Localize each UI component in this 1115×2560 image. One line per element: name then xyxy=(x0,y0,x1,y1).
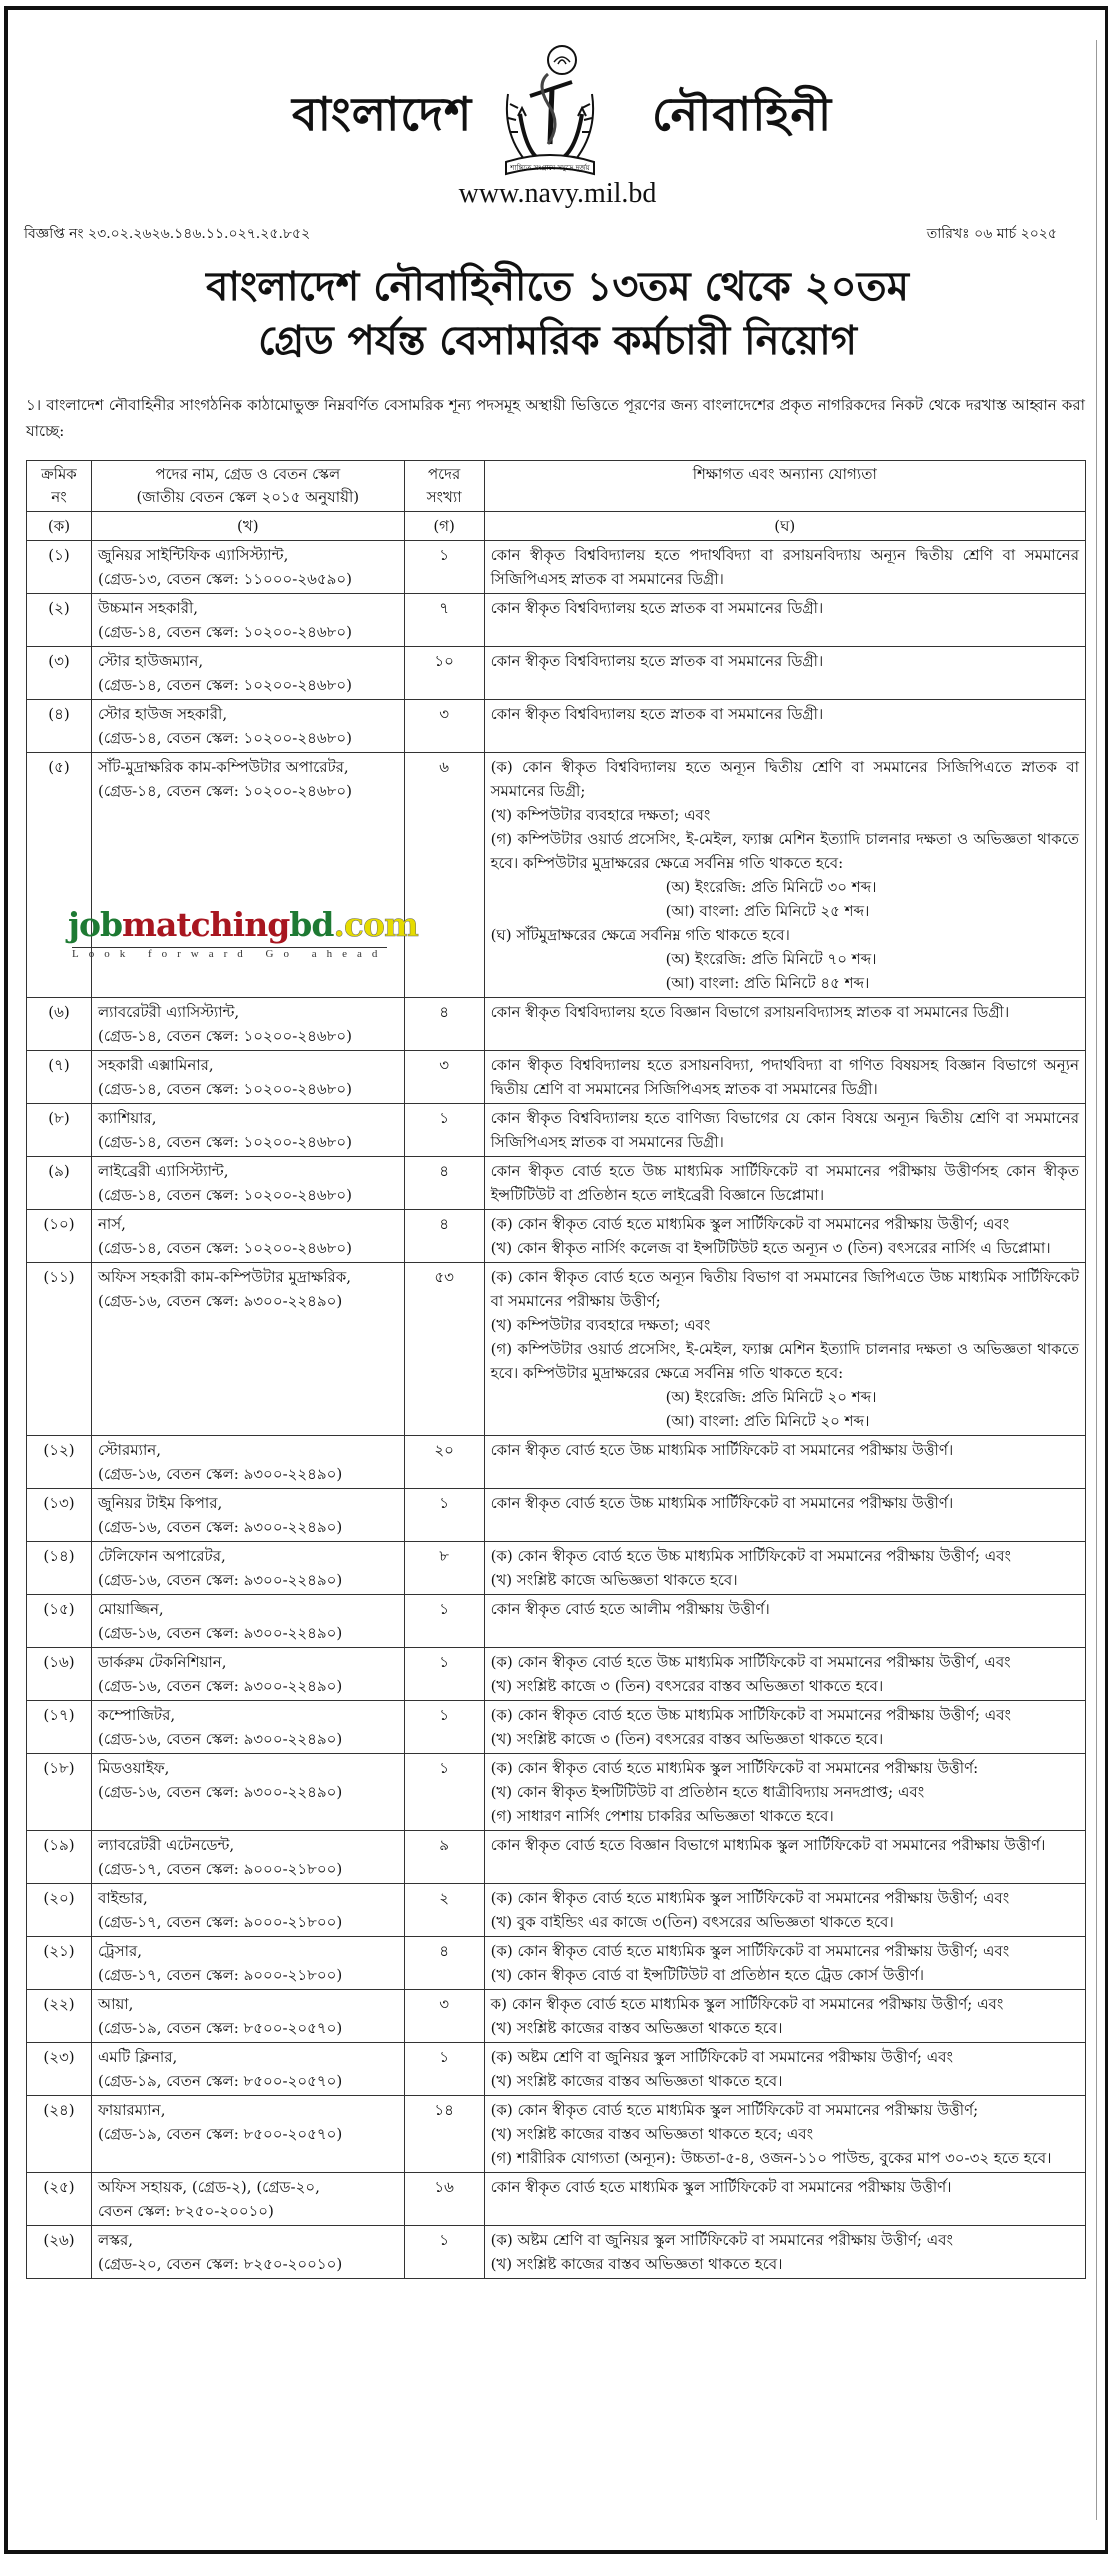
post-count: ১০ xyxy=(404,647,484,700)
post-name: স্টোরম্যান, xyxy=(97,1441,162,1459)
qualification-line: কোন স্বীকৃত বোর্ড হতে উচ্চ মাধ্যমিক সার্টিফিকেট বা সমমানের পরীক্ষায় উত্তীর্ণসহ কোন স্বীকৃত ইন্সটিটিউট বা প্রতিষ্ঠান হতে লাইব্রেরী বিজ্ঞানে ডিপ্লোমা। xyxy=(490,1162,1079,1204)
qualification-line: (আ) বাংলা: প্রতি মিনিটে ২০ শব্দ। xyxy=(665,1412,870,1430)
table-row xyxy=(27,1754,1086,1831)
serial-cell: (২৬) xyxy=(27,2226,92,2279)
serial-cell: (১৯) xyxy=(27,1831,92,1884)
col-label: (ঘ) xyxy=(484,512,1085,541)
title-line-1: বাংলাদেশ নৌবাহিনীতে ১৩তম থেকে ২০তম xyxy=(206,263,909,310)
table-row xyxy=(27,1489,1086,1542)
qualification-line: কোন স্বীকৃত বোর্ড হতে উচ্চ মাধ্যমিক সার্টিফিকেট বা সমমানের পরীক্ষায় উত্তীর্ণ। xyxy=(490,1494,954,1512)
post-count: ১ xyxy=(404,2226,484,2279)
qualification-line: (ক) কোন স্বীকৃত বোর্ড হতে উচ্চ মাধ্যমিক সার্টিফিকেট বা সমমানের পরীক্ষায় উত্তীর্ণ, এবং xyxy=(490,1653,1011,1671)
masthead xyxy=(0,20,1115,180)
qualification-line: (আ) বাংলা: প্রতি মিনিটে ২৫ শব্দ। xyxy=(665,902,870,920)
serial-cell: (১১) xyxy=(27,1263,92,1436)
post-cell xyxy=(91,541,404,594)
qualification-cell xyxy=(484,2043,1085,2096)
post-grade-scale: (গ্রেড-১৪, বেতন স্কেল: ১০২০০-২৪৬৮০) xyxy=(97,782,352,800)
qualification-line: (খ) কম্পিউটার ব্যবহারে দক্ষতা; এবং xyxy=(490,1316,711,1334)
post-count: ২০ xyxy=(404,1436,484,1489)
qualification-line: (খ) বুক বাইন্ডিং এর কাজে ৩(তিন) বৎসরের অভিজ্ঞতা থাকতে হবে। xyxy=(490,1913,894,1931)
qualification-cell xyxy=(484,2173,1085,2226)
post-cell xyxy=(91,1436,404,1489)
post-grade-scale: (গ্রেড-১৪, বেতন স্কেল: ১০২০০-২৪৬৮০) xyxy=(97,1027,352,1045)
post-name: অফিস সহায়ক, (গ্রেড-২), (গ্রেড-২০, xyxy=(97,2178,320,2196)
qualification-line: কোন স্বীকৃত বিশ্ববিদ্যালয় হতে বিজ্ঞান বিভাগে রসায়নবিদ্যাসহ স্নাতক বা সমমানের ডিগ্রী। xyxy=(490,1003,1010,1021)
post-cell xyxy=(91,1648,404,1701)
website-url[interactable]: www.navy.mil.bd xyxy=(458,178,657,209)
table-row xyxy=(27,1436,1086,1489)
serial-cell: (২২) xyxy=(27,1990,92,2043)
post-name: বাইন্ডার, xyxy=(97,1889,148,1907)
post-name: টেলিফোন অপারেটর, xyxy=(97,1547,226,1565)
qualification-line: (গ) সাধারণ নার্সিং পেশায় চাকরির অভিজ্ঞতা থাকতে হবে। xyxy=(490,1807,834,1825)
post-grade-scale: (গ্রেড-২০, বেতন স্কেল: ৮২৫০-২০০১০) xyxy=(97,2255,343,2273)
post-name: জুনিয়র সাইন্টিফিক এ্যাসিস্ট্যান্ট, xyxy=(97,546,289,564)
qualification-line: (ক) অষ্টম শ্রেণি বা জুনিয়র স্কুল সার্টিফিকেট বা সমমানের পরীক্ষায় উত্তীর্ণ; এবং xyxy=(490,2048,953,2066)
notice-date: তারিখঃ ০৬ মার্চ ২০২৫ xyxy=(926,226,1057,242)
post-cell xyxy=(91,647,404,700)
post-grade-scale: বেতন স্কেল: ৮২৫০-২০০১০) xyxy=(97,2202,274,2220)
post-grade-scale: (গ্রেড-১৭, বেতন স্কেল: ৯০০০-২১৮০০) xyxy=(97,1966,343,1984)
serial-cell: (১০) xyxy=(27,1210,92,1263)
serial-cell: (২৪) xyxy=(27,2096,92,2173)
qualification-line: (গ) কম্পিউটার ওয়ার্ড প্রসেসিং, ই-মেইল, ফ্যাক্স মেশিন ইত্যাদি চালনার দক্ষতা ও অভিজ্ঞতা থাকতে হবে। কম্পিউটার মুদ্রাক্ষরের ক্ষেত্রে সর্বনিম্ন গতি থাকতে হবে: xyxy=(490,830,1079,872)
qualification-line: (খ) সংশ্লিষ্ট কাজে ৩ (তিন) বৎসরের বাস্তব অভিজ্ঞতা থাকতে হবে। xyxy=(490,1730,884,1748)
post-cell xyxy=(91,1990,404,2043)
qualification-line: (ক) কোন স্বীকৃত বোর্ড হতে অন্যূন দ্বিতীয় বিভাগ বা সমমানের জিপিএতে উচ্চ মাধ্যমিক সার্টিফিকেট বা সমমানের পরীক্ষায় উত্তীর্ণ; xyxy=(490,1268,1079,1310)
post-count: ১ xyxy=(404,1595,484,1648)
post-name: ফায়ারম্যান, xyxy=(97,2101,166,2119)
post-count: ১ xyxy=(404,1754,484,1831)
qualification-line: (খ) কম্পিউটার ব্যবহারে দক্ষতা; এবং xyxy=(490,806,711,824)
post-count: ১ xyxy=(404,1701,484,1754)
post-grade-scale: (গ্রেড-১৬, বেতন স্কেল: ৯৩০০-২২৪৯০) xyxy=(97,1518,343,1536)
qualification-cell xyxy=(484,753,1085,998)
qualification-line: (ক) অষ্টম শ্রেণি বা জুনিয়র স্কুল সার্টিফিকেট বা সমমানের পরীক্ষায় উত্তীর্ণ; এবং xyxy=(490,2231,953,2249)
post-grade-scale: (গ্রেড-১৩, বেতন স্কেল: ১১০০০-২৬৫৯০) xyxy=(97,570,352,588)
post-count: ১৬ xyxy=(404,2173,484,2226)
post-count: ৪ xyxy=(404,1157,484,1210)
post-cell xyxy=(91,1595,404,1648)
qualification-cell xyxy=(484,1648,1085,1701)
qualification-cell xyxy=(484,1542,1085,1595)
vacancy-table xyxy=(26,460,1086,2279)
qualification-line: কোন স্বীকৃত বিশ্ববিদ্যালয় হতে স্নাতক বা সমমানের ডিগ্রী। xyxy=(490,705,824,723)
post-cell xyxy=(91,998,404,1051)
post-count: ৩ xyxy=(404,1990,484,2043)
post-grade-scale: (গ্রেড-১৬, বেতন স্কেল: ৯৩০০-২২৪৯০) xyxy=(97,1677,343,1695)
post-cell xyxy=(91,1489,404,1542)
header-post: পদের নাম, গ্রেড ও বেতন স্কেল (জাতীয় বেতন স্কেল ২০১৫ অনুযায়ী) xyxy=(91,461,404,512)
serial-cell: (২১) xyxy=(27,1937,92,1990)
post-count: ১ xyxy=(404,1648,484,1701)
post-grade-scale: (গ্রেড-১৬, বেতন স্কেল: ৯৩০০-২২৪৯০) xyxy=(97,1465,343,1483)
post-name: অফিস সহকারী কাম-কম্পিউটার মুদ্রাক্ষরিক, xyxy=(97,1268,352,1286)
qualification-line: (গ) শারীরিক যোগ্যতা (অন্যূন): উচ্চতা-৫-৪, ওজন-১১০ পাউন্ড, বুকের মাপ ৩০-৩২ হতে হবে। xyxy=(490,2149,1052,2167)
post-name: কম্পোজিটর, xyxy=(97,1706,176,1724)
post-grade-scale: (গ্রেড-১৬, বেতন স্কেল: ৯৩০০-২২৪৯০) xyxy=(97,1624,343,1642)
table-row xyxy=(27,594,1086,647)
qualification-line: (ক) কোন স্বীকৃত বোর্ড হতে মাধ্যমিক স্কুল সার্টিফিকেট বা সমমানের পরীক্ষায় উত্তীর্ণ; এবং xyxy=(490,1942,1010,1960)
qualification-cell xyxy=(484,1884,1085,1937)
post-count: ১ xyxy=(404,1489,484,1542)
column-label-row xyxy=(27,512,1086,541)
serial-cell: (১৬) xyxy=(27,1648,92,1701)
post-cell xyxy=(91,2226,404,2279)
navy-anchor-emblem-icon xyxy=(500,34,600,184)
notice-title xyxy=(0,260,1115,368)
qualification-cell xyxy=(484,998,1085,1051)
post-count: ৪ xyxy=(404,998,484,1051)
table-row xyxy=(27,1542,1086,1595)
table-row xyxy=(27,1831,1086,1884)
qualification-cell xyxy=(484,647,1085,700)
qualification-line: কোন স্বীকৃত বিশ্ববিদ্যালয় হতে বাণিজ্য বিভাগের যে কোন বিষয়ে অন্যূন দ্বিতীয় শ্রেণি বা সমমানের সিজিপিএসহ স্নাতক বা সমমানের ডিগ্রী। xyxy=(490,1109,1079,1151)
serial-cell: (২০) xyxy=(27,1884,92,1937)
post-name: আয়া, xyxy=(97,1995,134,2013)
qualification-cell xyxy=(484,1210,1085,1263)
post-grade-scale: (গ্রেড-১৪, বেতন স্কেল: ১০২০০-২৪৬৮০) xyxy=(97,1080,352,1098)
table-row xyxy=(27,2226,1086,2279)
table-row xyxy=(27,1157,1086,1210)
svg-text:শান্তিতে সংগ্রামে সমুদ্রে দুর্: শান্তিতে সংগ্রামে সমুদ্রে দুর্জয় xyxy=(510,164,590,172)
table-row xyxy=(27,1104,1086,1157)
qualification-line: (অ) ইংরেজি: প্রতি মিনিটে ২০ শব্দ। xyxy=(665,1388,877,1406)
post-cell xyxy=(91,594,404,647)
post-grade-scale: (গ্রেড-১৬, বেতন স্কেল: ৯৩০০-২২৪৯০) xyxy=(97,1292,343,1310)
post-count: ১ xyxy=(404,1104,484,1157)
vacancy-rows xyxy=(27,541,1086,2279)
serial-cell: (৬) xyxy=(27,998,92,1051)
reference-line xyxy=(24,222,1057,246)
post-name: নার্স, xyxy=(97,1215,126,1233)
qualification-line: (খ) সংশ্লিষ্ট কাজে অভিজ্ঞতা থাকতে হবে। xyxy=(490,1571,738,1589)
qualification-cell xyxy=(484,594,1085,647)
serial-cell: (২৩) xyxy=(27,2043,92,2096)
table-header-row xyxy=(27,461,1086,512)
post-count: ৩ xyxy=(404,700,484,753)
post-name: ল্যাবরেটরী এ্যাসিস্ট্যান্ট, xyxy=(97,1003,240,1021)
serial-cell: (২৫) xyxy=(27,2173,92,2226)
table-row xyxy=(27,2173,1086,2226)
post-name: উচ্চমান সহকারী, xyxy=(97,599,199,617)
post-count: ৩ xyxy=(404,1051,484,1104)
org-name-right: নৌবাহিনী xyxy=(652,87,833,141)
post-count: ১ xyxy=(404,2043,484,2096)
post-grade-scale: (গ্রেড-১৪, বেতন স্কেল: ১০২০০-২৪৬৮০) xyxy=(97,1239,352,1257)
post-cell xyxy=(91,1157,404,1210)
col-label: (ক) xyxy=(27,512,92,541)
qualification-line: (খ) সংশ্লিষ্ট কাজের বাস্তব অভিজ্ঞতা থাকতে হবে; এবং xyxy=(490,2125,814,2143)
post-cell xyxy=(91,1754,404,1831)
post-cell xyxy=(91,700,404,753)
serial-cell: (১) xyxy=(27,541,92,594)
qualification-line: (খ) সংশ্লিষ্ট কাজে ৩ (তিন) বৎসরের বাস্তব অভিজ্ঞতা থাকতে হবে। xyxy=(490,1677,884,1695)
col-label: (গ) xyxy=(404,512,484,541)
post-grade-scale: (গ্রেড-১৪, বেতন স্কেল: ১০২০০-২৪৬৮০) xyxy=(97,1133,352,1151)
watermark-tagline: Look forward Go ahead xyxy=(72,948,388,960)
post-count: ৯ xyxy=(404,1831,484,1884)
post-name: স্টোর হাউজম্যান, xyxy=(97,652,204,670)
serial-cell: (৮) xyxy=(27,1104,92,1157)
serial-cell: (১৪) xyxy=(27,1542,92,1595)
post-grade-scale: (গ্রেড-১৪, বেতন স্কেল: ১০২০০-২৪৬৮০) xyxy=(97,1186,352,1204)
post-grade-scale: (গ্রেড-১৪, বেতন স্কেল: ১০২০০-২৪৬৮০) xyxy=(97,676,352,694)
post-count: ১৪ xyxy=(404,2096,484,2173)
post-cell xyxy=(91,1104,404,1157)
post-cell xyxy=(91,1263,404,1436)
post-count: ৫৩ xyxy=(404,1263,484,1436)
post-name: সহকারী এক্সামিনার, xyxy=(97,1056,214,1074)
table-row xyxy=(27,1263,1086,1436)
table-row xyxy=(27,2096,1086,2173)
post-grade-scale: (গ্রেড-১৯, বেতন স্কেল: ৮৫০০-২০৫৭০) xyxy=(97,2019,343,2037)
serial-cell: (১৮) xyxy=(27,1754,92,1831)
post-name: ক্যাশিয়ার, xyxy=(97,1109,157,1127)
post-count: ২ xyxy=(404,1884,484,1937)
post-grade-scale: (গ্রেড-১৪, বেতন স্কেল: ১০২০০-২৪৬৮০) xyxy=(97,729,352,747)
qualification-cell xyxy=(484,1051,1085,1104)
table-row xyxy=(27,1884,1086,1937)
qualification-line: (ক) কোন স্বীকৃত বোর্ড হতে মাধ্যমিক স্কুল সার্টিফিকেট বা সমমানের পরীক্ষায় উত্তীর্ণ: xyxy=(490,1759,979,1777)
post-name: স্টোর হাউজ সহকারী, xyxy=(97,705,228,723)
qualification-cell xyxy=(484,1489,1085,1542)
qualification-line: কোন স্বীকৃত বোর্ড হতে উচ্চ মাধ্যমিক সার্টিফিকেট বা সমমানের পরীক্ষায় উত্তীর্ণ। xyxy=(490,1441,954,1459)
post-cell xyxy=(91,2096,404,2173)
table-row xyxy=(27,1051,1086,1104)
serial-cell: (৩) xyxy=(27,647,92,700)
post-cell xyxy=(91,1542,404,1595)
post-cell xyxy=(91,2043,404,2096)
post-grade-scale: (গ্রেড-১৬, বেতন স্কেল: ৯৩০০-২২৪৯০) xyxy=(97,1730,343,1748)
qualification-cell xyxy=(484,1595,1085,1648)
serial-cell: (৭) xyxy=(27,1051,92,1104)
qualification-cell xyxy=(484,541,1085,594)
table-row xyxy=(27,1210,1086,1263)
qualification-line: (ঘ) সাঁটমুদ্রাক্ষরের ক্ষেত্রে সর্বনিম্ন গতি থাকতে হবে। xyxy=(490,926,790,944)
post-grade-scale: (গ্রেড-১৭, বেতন স্কেল: ৯০০০-২১৮০০) xyxy=(97,1860,343,1878)
qualification-line: (খ) কোন স্বীকৃত নার্সিং কলেজ বা ইন্সটিটিউট হতে অন্যূন ৩ (তিন) বৎসরের নার্সিং এ ডিপ্লোমা। xyxy=(490,1239,1051,1257)
qualification-cell xyxy=(484,1990,1085,2043)
qualification-line: (খ) সংশ্লিষ্ট কাজের বাস্তব অভিজ্ঞতা থাকতে হবে। xyxy=(490,2019,783,2037)
post-count: ১ xyxy=(404,541,484,594)
notice-number: বিজ্ঞপ্তি নং ২৩.০২.২৬২৬.১৪৬.১১.০২৭.২৫.৮৫২ xyxy=(24,226,311,242)
post-grade-scale: (গ্রেড-১৯, বেতন স্কেল: ৮৫০০-২০৫৭০) xyxy=(97,2125,343,2143)
serial-cell: (১৩) xyxy=(27,1489,92,1542)
col-label: (খ) xyxy=(91,512,404,541)
post-count: ৬ xyxy=(404,753,484,998)
serial-cell: (৪) xyxy=(27,700,92,753)
post-name: জুনিয়র টাইম কিপার, xyxy=(97,1494,223,1512)
table-row xyxy=(27,647,1086,700)
qualification-line: (ক) কোন স্বীকৃত বোর্ড হতে মাধ্যমিক স্কুল সার্টিফিকেট বা সমমানের পরীক্ষায় উত্তীর্ণ; এবং xyxy=(490,1889,1010,1907)
post-cell xyxy=(91,1937,404,1990)
post-name: সাঁট-মুদ্রাক্ষরিক কাম-কম্পিউটার অপারেটর, xyxy=(97,758,349,776)
post-grade-scale: (গ্রেড-১৬, বেতন স্কেল: ৯৩০০-২২৪৯০) xyxy=(97,1783,343,1801)
post-name: লাইব্রেরী এ্যাসিস্ট্যান্ট, xyxy=(97,1162,229,1180)
post-name: ল্যাবরেটরী এটেনডেন্ট, xyxy=(97,1836,235,1854)
post-count: ৪ xyxy=(404,1210,484,1263)
qualification-line: কোন স্বীকৃত বোর্ড হতে বিজ্ঞান বিভাগে মাধ্যমিক স্কুল সার্টিফিকেট বা সমমানের পরীক্ষায় উত্তীর্ণ। xyxy=(490,1836,1046,1854)
post-count: ৭ xyxy=(404,594,484,647)
qualification-line: (ক) কোন স্বীকৃত বোর্ড হতে মাধ্যমিক স্কুল সার্টিফিকেট বা সমমানের পরীক্ষায় উত্তীর্ণ; এবং xyxy=(490,1215,1010,1233)
header-serial: ক্রমিক নং xyxy=(27,461,92,512)
qualification-line: (খ) কোন স্বীকৃত ইন্সটিটিউট বা প্রতিষ্ঠান হতে ধাত্রীবিদ্যায় সনদপ্রাপ্ত; এবং xyxy=(490,1783,925,1801)
qualification-cell xyxy=(484,2096,1085,2173)
qualification-line: কোন স্বীকৃত বিশ্ববিদ্যালয় হতে স্নাতক বা সমমানের ডিগ্রী। xyxy=(490,599,824,617)
post-count: ৪ xyxy=(404,1937,484,1990)
qualification-line: (ক) কোন স্বীকৃত বিশ্ববিদ্যালয় হতে অন্যূন দ্বিতীয় শ্রেণি বা সমমানের সিজিপিএতে স্নাতক বা সমমানের ডিগ্রী; xyxy=(490,758,1079,800)
post-cell xyxy=(91,1051,404,1104)
serial-cell: (১৭) xyxy=(27,1701,92,1754)
qualification-line: কোন স্বীকৃত বিশ্ববিদ্যালয় হতে স্নাতক বা সমমানের ডিগ্রী। xyxy=(490,652,824,670)
serial-cell: (১৫) xyxy=(27,1595,92,1648)
qualification-line: (ক) কোন স্বীকৃত বোর্ড হতে মাধ্যমিক স্কুল সার্টিফিকেট বা সমমানের পরীক্ষায় উত্তীর্ণ; xyxy=(490,2101,979,2119)
table-row xyxy=(27,998,1086,1051)
qualification-line: কোন স্বীকৃত বিশ্ববিদ্যালয় হতে পদার্থবিদ্যা বা রসায়নবিদ্যায় অন্যূন দ্বিতীয় শ্রেণি বা সমমানের সিজিপিএসহ স্নাতক বা সমমানের ডিগ্রী। xyxy=(490,546,1079,588)
frame-rule xyxy=(1096,40,1097,2520)
intro-paragraph: ১। বাংলাদেশ নৌবাহিনীর সাংগঠনিক কাঠামোভুক্ত নিম্নবর্ণিত বেসামরিক শূন্য পদসমূহ অস্থায়ী ভিত্তিতে পূরণের জন্য বাংলাদেশের প্রকৃত নাগরিকদের নিকট থেকে দরখাস্ত আহ্বান করা যাচ্ছে: xyxy=(26,396,1085,440)
table-row xyxy=(27,700,1086,753)
qualification-line: (ক) কোন স্বীকৃত বোর্ড হতে উচ্চ মাধ্যমিক সার্টিফিকেট বা সমমানের পরীক্ষায় উত্তীর্ণ; এবং xyxy=(490,1547,1011,1565)
post-count: ৮ xyxy=(404,1542,484,1595)
header-count: পদের সংখ্যা xyxy=(404,461,484,512)
header-qualification: শিক্ষাগত এবং অন্যান্য যোগ্যতা xyxy=(484,461,1085,512)
post-name: ডার্করুম টেকনিশিয়ান, xyxy=(97,1653,227,1671)
serial-cell: (২) xyxy=(27,594,92,647)
post-cell xyxy=(91,1884,404,1937)
table-row xyxy=(27,1595,1086,1648)
post-grade-scale: (গ্রেড-১৯, বেতন স্কেল: ৮৫০০-২০৫৭০) xyxy=(97,2072,343,2090)
serial-cell: (১২) xyxy=(27,1436,92,1489)
post-grade-scale: (গ্রেড-১৬, বেতন স্কেল: ৯৩০০-২২৪৯০) xyxy=(97,1571,343,1589)
qualification-line: (খ) সংশ্লিষ্ট কাজের বাস্তব অভিজ্ঞতা থাকতে হবে। xyxy=(490,2255,783,2273)
qualification-line: (অ) ইংরেজি: প্রতি মিনিটে ৭০ শব্দ। xyxy=(665,950,877,968)
post-name: ট্রেসার, xyxy=(97,1942,142,1960)
qualification-line: (ক) কোন স্বীকৃত বোর্ড হতে উচ্চ মাধ্যমিক সার্টিফিকেট বা সমমানের পরীক্ষায় উত্তীর্ণ; এবং xyxy=(490,1706,1011,1724)
serial-cell: (৫) xyxy=(27,753,92,998)
post-cell xyxy=(91,1210,404,1263)
qualification-cell xyxy=(484,1104,1085,1157)
table-row xyxy=(27,2043,1086,2096)
qualification-cell xyxy=(484,1263,1085,1436)
qualification-line: কোন স্বীকৃত বিশ্ববিদ্যালয় হতে রসায়নবিদ্যা, পদার্থবিদ্যা বা গণিত বিষয়সহ বিজ্ঞান বিভাগে অন্যূন দ্বিতীয় শ্রেণি বা সমমানের সিজিপিএসহ স্নাতক বা সমমানের ডিগ্রী। xyxy=(490,1056,1079,1098)
post-grade-scale: (গ্রেড-১৪, বেতন স্কেল: ১০২০০-২৪৬৮০) xyxy=(97,623,352,641)
qualification-line: (আ) বাংলা: প্রতি মিনিটে ৪৫ শব্দ। xyxy=(665,974,870,992)
watermark-logo: jobmatchingbd.com Look forward Go ahead xyxy=(68,905,418,960)
post-name: লস্কর, xyxy=(97,2231,133,2249)
qualification-line: (অ) ইংরেজি: প্রতি মিনিটে ৩০ শব্দ। xyxy=(665,878,877,896)
qualification-cell xyxy=(484,2226,1085,2279)
qualification-line: (খ) সংশ্লিষ্ট কাজের বাস্তব অভিজ্ঞতা থাকতে হবে। xyxy=(490,2072,783,2090)
title-line-2: গ্রেড পর্যন্ত বেসামরিক কর্মচারী নিয়োগ xyxy=(258,317,857,364)
table-row xyxy=(27,1937,1086,1990)
post-name: মোয়াজ্জিন, xyxy=(97,1600,164,1618)
qualification-cell xyxy=(484,1436,1085,1489)
qualification-line: কোন স্বীকৃত বোর্ড হতে আলীম পরীক্ষায় উত্তীর্ণ। xyxy=(490,1600,770,1618)
table-row xyxy=(27,1648,1086,1701)
qualification-cell xyxy=(484,1937,1085,1990)
post-cell xyxy=(91,1831,404,1884)
table-row xyxy=(27,1701,1086,1754)
qualification-cell xyxy=(484,700,1085,753)
qualification-line: কোন স্বীকৃত বোর্ড হতে মাধ্যমিক স্কুল সার্টিফিকেট বা সমমানের পরীক্ষায় উত্তীর্ণ। xyxy=(490,2178,952,2196)
table-row xyxy=(27,753,1086,998)
qualification-line: (গ) কম্পিউটার ওয়ার্ড প্রসেসিং, ই-মেইল, ফ্যাক্স মেশিন ইত্যাদি চালনার দক্ষতা ও অভিজ্ঞতা থাকতে হবে। কম্পিউটার মুদ্রাক্ষরের ক্ষেত্রে সর্বনিম্ন গতি থাকতে হবে: xyxy=(490,1340,1079,1382)
qualification-cell xyxy=(484,1701,1085,1754)
org-name-left: বাংলাদেশ xyxy=(292,87,473,141)
serial-cell: (৯) xyxy=(27,1157,92,1210)
post-cell xyxy=(91,2173,404,2226)
qualification-cell xyxy=(484,1831,1085,1884)
table-row xyxy=(27,541,1086,594)
post-cell xyxy=(91,1701,404,1754)
qualification-cell xyxy=(484,1754,1085,1831)
qualification-line: (খ) কোন স্বীকৃত বোর্ড বা ইন্সটিটিউট বা প্রতিষ্ঠান হতে ট্রেড কোর্স উত্তীর্ণ। xyxy=(490,1966,924,1984)
post-name: এমটি ক্লিনার, xyxy=(97,2048,178,2066)
qualification-cell xyxy=(484,1157,1085,1210)
table-row xyxy=(27,1990,1086,2043)
qualification-line: ক) কোন স্বীকৃত বোর্ড হতে মাধ্যমিক স্কুল সার্টিফিকেট বা সমমানের পরীক্ষায় উত্তীর্ণ; এবং xyxy=(490,1995,1004,2013)
post-name: মিডওয়াইফ, xyxy=(97,1759,170,1777)
post-cell xyxy=(91,753,404,998)
post-grade-scale: (গ্রেড-১৭, বেতন স্কেল: ৯০০০-২১৮০০) xyxy=(97,1913,343,1931)
